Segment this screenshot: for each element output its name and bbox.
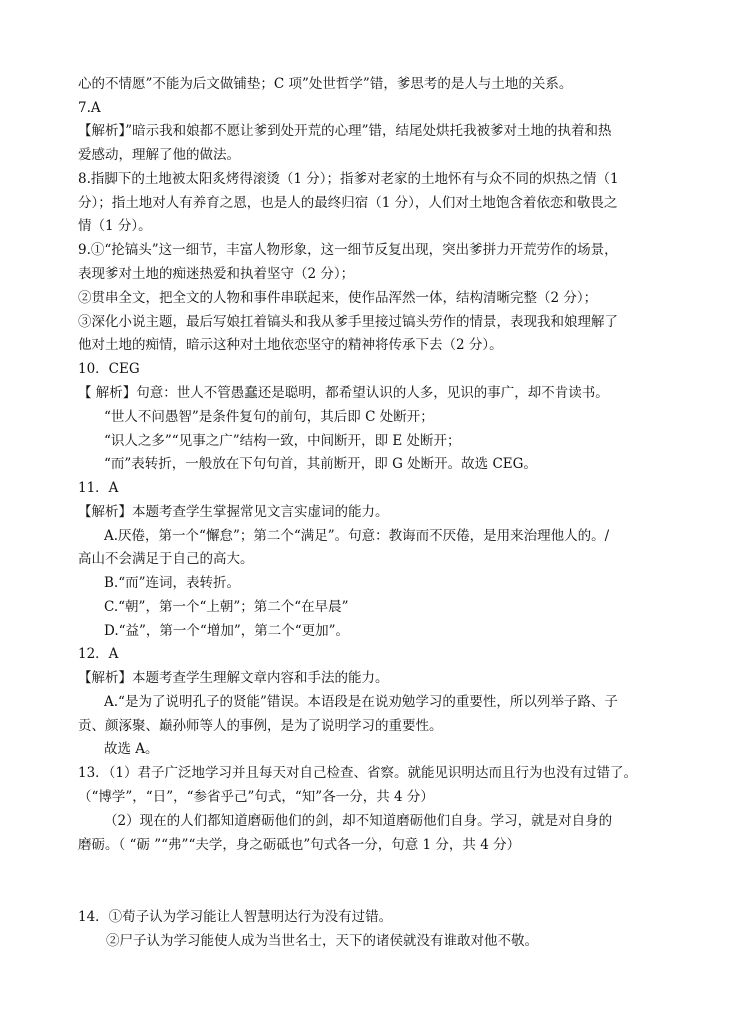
text-line: 故选 A。 xyxy=(104,741,159,757)
text-line: 贡、颜涿聚、巅孙师等人的事例，是为了说明学习的重要性。 xyxy=(78,718,443,734)
text-line: A.“是为了说明孔子的贤能”错误。本语段是在说劝勉学习的重要性，所以列举子路、子 xyxy=(104,694,618,710)
text-line: D.“益”，第一个“增加”，第二个“更加”。 xyxy=(104,623,350,639)
text-line: “而”表转折，一般放在下句句首，其前断开，即 G 处断开。故选 CEG。 xyxy=(104,456,537,472)
text-line: 高山不会满足于自己的高大。 xyxy=(78,551,254,567)
text-line: C.“朝”，第一个“上朝”；第二个“在早晨” xyxy=(104,599,349,615)
text-line: 心的不情愿”不能为后文做铺垫；C 项”处世哲学”错，爹思考的是人与土地的关系。 xyxy=(78,76,573,92)
text-line: 他对土地的痴情，暗示这种对土地依恋坚守的精神将传承下去（2 分）。 xyxy=(78,337,503,353)
text-line: （“博学”，“日”，“参省乎己”句式，“知”各一分，共 4 分） xyxy=(78,789,434,805)
text-line: 【解析】本题考查学生理解文章内容和手法的能力。 xyxy=(78,670,389,686)
text-line: “识人之多”“见事之广”结构一致，中间断开，即 E 处断开； xyxy=(104,433,461,449)
answer-9: 9.①“抡镐头”这一细节，丰富人物形象，这一细节反复出现，突出爹拼力开荒劳作的场景， xyxy=(78,242,618,258)
text-line: 【解析】本题考查学生掌握常见文言实虚词的能力。 xyxy=(78,504,389,520)
answer-13: 13．（1）君子广泛地学习并且每天对自己检查、省察。就能见识明达而且行为也没有过错了。 xyxy=(78,765,638,781)
answer-14: 14．①荀子认为学习能让人智慧明达行为没有过错。 xyxy=(78,909,393,925)
text-line: 爱感动，理解了他的做法。 xyxy=(78,147,240,163)
text-line: A.厌倦，第一个“懈怠”；第二个“满足”。句意：教诲而不厌倦，是用来治理他人的。/ xyxy=(104,528,610,544)
answer-7: 7.A xyxy=(78,100,101,116)
text-line: 磨砺。（ “砺 ”“弗”“夫学，身之砺砥也”句式各一分，句意 1 分，共 4 分） xyxy=(78,837,521,853)
answer-10: 10．CEG xyxy=(78,361,140,377)
text-line: （2）现在的人们都知道磨砺他们的剑，却不知道磨砺他们自身。学习，就是对自身的 xyxy=(104,813,613,829)
text-line: “世人不问愚智”是条件复句的前句，其后即 C 处断开； xyxy=(104,409,434,425)
text-line: 【解析】”暗示我和娘都不愿让爹到处开荒的心理”错，结尾处烘托我被爹对土地的执着和热 xyxy=(78,123,612,139)
text-line: 【 解析】句意：世人不管愚蠢还是聪明，都希望认识的人多，见识的事广，却不肯读书。 xyxy=(78,385,609,401)
answer-8: 8.指脚下的土地被太阳炙烤得滚烫（1 分）；指爹对老家的土地怀有与众不同的炽热之情（1 xyxy=(78,171,619,187)
text-line: ③深化小说主题，最后写娘扛着镐头和我从爹手里接过镐头劳作的情景，表现我和娘理解了 xyxy=(78,314,618,330)
text-line: ②贯串全文，把全文的人物和事件串联起来，使作品浑然一体，结构清晰完整（2 分）； xyxy=(78,290,598,306)
text-line: ②尸子认为学习能使人成为当世名士，天下的诸侯就没有谁敢对他不敬。 xyxy=(106,933,538,949)
text-line: 分）；指土地对人有养育之恩，也是人的最终归宿（1 分），人们对土地饱含着依恋和敬畏之 xyxy=(78,195,618,211)
text-line: B.“而”连词，表转折。 xyxy=(104,575,241,591)
answer-11: 11．A xyxy=(78,480,119,496)
text-line: 情（1 分）。 xyxy=(78,218,152,234)
answer-12: 12．A xyxy=(78,646,119,662)
text-line: 表现爹对土地的痴迷热爱和执着坚守（2 分）； xyxy=(78,266,355,282)
